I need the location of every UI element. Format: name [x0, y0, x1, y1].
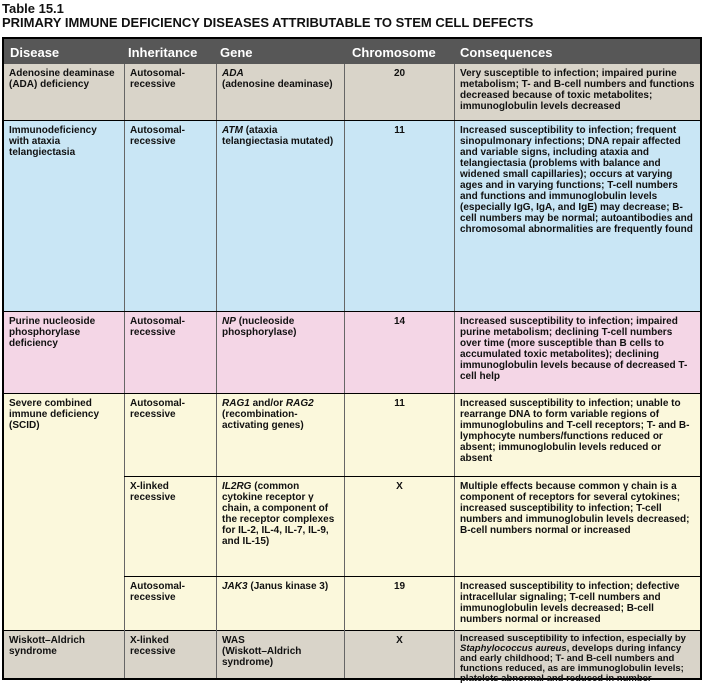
gene-cell — [216, 631, 344, 678]
inheritance-cell: X-linked recessive — [124, 631, 216, 678]
gene-symbol: WAS — [222, 635, 245, 646]
header-disease: Disease — [10, 45, 60, 60]
header-chromosome: Chromosome — [352, 45, 436, 60]
immune-deficiency-table — [2, 37, 702, 684]
gene-symbol: ATM — [222, 125, 243, 136]
consequences-cell: Increased susceptibility to infection; frequent sinopulmonary infections; DNA repair affected and variable signs, including ataxia and telangiectasia (problems with balance and widened small capillaries); occurs at varying ages and in varying functions; T-cell numbers and functions and immunoglobulin levels (especially IgG, IgA, and IgE) may decrease; B-cell numbers may be normal; autoantibodies and chromosomal abnormalities are frequently found — [454, 121, 700, 311]
scid-subrow-rag — [124, 394, 700, 476]
scid-subrow-il2rg — [124, 476, 700, 577]
gene-cell — [216, 121, 344, 311]
consequences-text: , develops during infancy and early childhood; T- and B-cell numbers and functions reduced, as are immunoglobulin levels; platelets abnormal and reduced in number — [460, 643, 684, 684]
gene-symbol: NP — [222, 316, 236, 327]
consequences-text: Increased susceptibility to infection, especially by — [460, 633, 686, 644]
consequences-cell: Increased susceptibility to infection; impaired purine metabolism; declining T-cell numbers over time (more susceptible than B cells to accumulated toxic metabolites); declining immunoglobulin levels because of decreased T-cell help — [454, 312, 700, 393]
gene-symbol: RAG2 — [285, 398, 314, 409]
disease-cell: Purine nucleoside phosphorylase deficiency — [9, 316, 96, 349]
inheritance-cell: Autosomal-recessive — [124, 121, 216, 311]
chromosome-cell: 14 — [344, 312, 454, 393]
table-row-atm — [4, 121, 700, 312]
gene-description: (recombination-activating genes) — [222, 409, 304, 431]
gene-description: (nucleoside phosphorylase) — [222, 316, 297, 338]
chromosome-cell: 11 — [344, 394, 454, 476]
table-row-ada — [4, 64, 700, 121]
gene-symbol: RAG1 — [222, 398, 250, 409]
gene-cell — [216, 312, 344, 393]
gene-cell — [216, 394, 344, 476]
disease-cell: Immunodeficiency with ataxia telangiectasia — [9, 125, 97, 158]
header-inheritance: Inheritance — [128, 45, 198, 60]
consequences-cell: Multiple effects because common γ chain is a component of receptors for several cytokines; increased susceptibility to infection; T-cell numbers and immunoglobulin levels decreased; B-cell numbers normal or increased — [454, 477, 700, 577]
inheritance-cell: Autosomal-recessive — [124, 64, 216, 120]
gene-cell — [216, 64, 344, 120]
gene-description: (Janus kinase 3) — [250, 581, 329, 592]
gene-symbol: IL2RG — [222, 481, 252, 492]
table-header-row — [4, 39, 700, 64]
gene-cell — [216, 477, 344, 577]
chromosome-cell: 20 — [344, 64, 454, 120]
gene-description: (adenosine deaminase) — [222, 79, 333, 90]
gene-cell — [216, 577, 344, 632]
table-row-was — [4, 631, 700, 684]
chromosome-cell: 11 — [344, 121, 454, 311]
inheritance-cell: Autosomal-recessive — [124, 312, 216, 393]
consequences-cell — [454, 631, 700, 684]
consequences-cell: Increased susceptibility to infection; defective intracellular signaling; T-cell numbers and immunoglobulin levels decreased; B-cell numbers normal or increased — [454, 577, 700, 632]
inheritance-cell: Autosomal-recessive — [124, 577, 216, 632]
chromosome-cell: X — [344, 477, 454, 577]
header-gene: Gene — [220, 45, 253, 60]
gene-description: (common cytokine receptor γ chain, a component of the receptor complexes for IL-2, IL-4, IL-7, IL-9, and IL-15) — [222, 481, 335, 547]
gene-symbol: JAK3 — [222, 581, 248, 592]
gene-description: (Wiskott–Aldrich syndrome) — [222, 646, 302, 668]
pathogen-name: Staphylococcus aureus — [460, 643, 567, 654]
chromosome-cell: X — [344, 631, 454, 678]
scid-subrow-jak3 — [124, 576, 700, 632]
table-title: PRIMARY IMMUNE DEFICIENCY DISEASES ATTRIBUTABLE TO STEM CELL DEFECTS — [2, 15, 534, 30]
inheritance-cell: X-linked recessive — [124, 477, 216, 577]
chromosome-cell: 19 — [344, 577, 454, 632]
gene-description: (ataxia telangiectasia mutated) — [222, 125, 334, 147]
gene-conjunction: and/or — [249, 398, 286, 409]
gene-symbol: ADA — [222, 68, 244, 79]
disease-cell: Adenosine deaminase (ADA) deficiency — [9, 68, 115, 90]
table-row-np — [4, 312, 700, 394]
disease-cell: Severe combined immune deficiency (SCID) — [9, 398, 100, 431]
consequences-cell: Increased susceptibility to infection; unable to rearrange DNA to form variable regions of immunoglobulins and T-cell receptors; T- and B-lymphocyte numbers/functions reduced or absent; immunoglobulin levels reduced or absent — [454, 394, 700, 476]
table-row-scid — [4, 394, 700, 631]
consequences-cell: Very susceptible to infection; impaired purine metabolism; T- and B-cell numbers and functions decreased because of toxic metabolites; immunoglobulin levels decreased — [454, 64, 700, 120]
inheritance-cell: Autosomal-recessive — [124, 394, 216, 476]
table-label: Table 15.1 — [2, 1, 64, 16]
header-consequences: Consequences — [460, 45, 553, 60]
disease-cell: Wiskott–Aldrich syndrome — [9, 635, 86, 657]
